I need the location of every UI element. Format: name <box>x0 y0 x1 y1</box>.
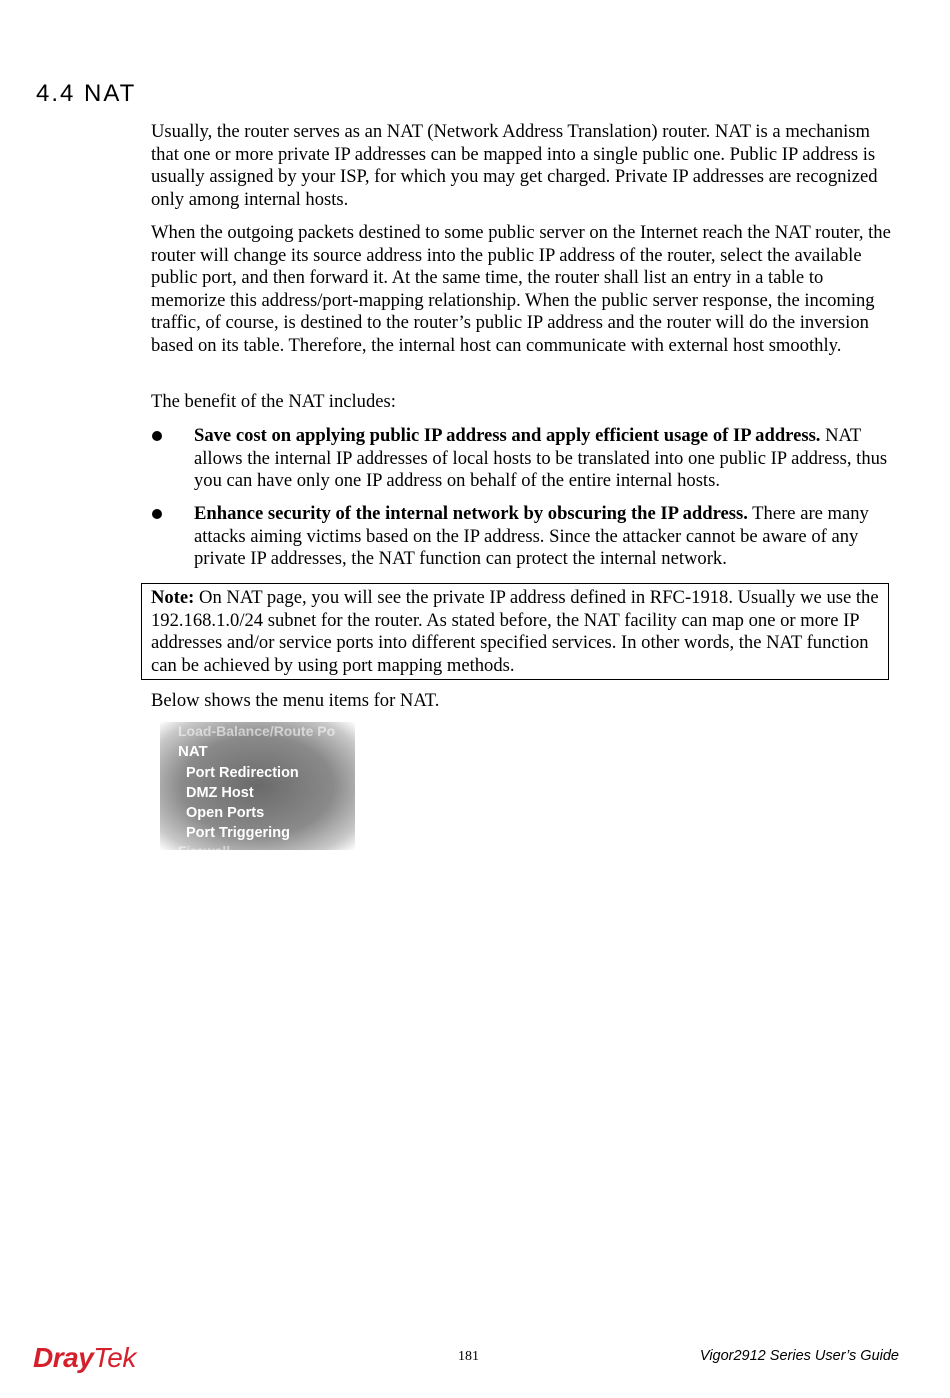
note-label: Note: <box>151 587 195 608</box>
bullet-icon <box>152 509 162 519</box>
benefit-item-security <box>151 503 899 571</box>
intro-paragraph: Usually, the router serves as an NAT (Network Address Translation) router. NAT is a mechanism that one or more private IP addresses can be mapped into a single public one. Public IP address is usually assigned by your ISP, for which you may get charged. Private IP addresses are recognized only among internal hosts. <box>151 121 878 210</box>
benefit-security-title: Enhance security of the internal network by obscuring the IP address. <box>194 503 748 524</box>
note-text: On NAT page, you will see the private IP address defined in RFC-1918. Usually we use the 192.168.1.0/24 subnet for the router. As stated before, the NAT facility can map one or more IP addresses and/or service ports into different specified services. In other words, the NAT function can be achieved by using port mapping methods. <box>151 587 879 676</box>
guide-title: Vigor2912 Series User’s Guide <box>699 1348 899 1364</box>
page-number: 181 <box>458 1349 479 1364</box>
menu-item-load-balance[interactable]: Load-Balance/Route Po <box>178 723 336 739</box>
section-heading: 4.4 NAT <box>36 80 137 107</box>
nat-menu-screenshot <box>160 722 355 859</box>
bullet-icon <box>152 431 162 441</box>
menu-item-port-triggering[interactable]: Port Triggering <box>186 825 290 841</box>
benefit-cost-title: Save cost on applying public IP address and apply efficient usage of IP address. <box>194 425 821 446</box>
outgoing-packets-paragraph: When the outgoing packets destined to some public server on the Internet reach the NAT router, the router will change its source address into the public IP address of the router, select the available public port, and then forward it. At the same time, the router shall list an entry in a table to memorize this address/port-mapping relationship. When the public server response, the incoming traffic, of course, is destined to the router’s public IP address and the router will do the inversion based on its table. Therefore, the internal host can communicate with external host smoothly. <box>151 222 891 356</box>
benefit-cost-text: NAT allows the internal IP addresses of local hosts to be translated into one public IP address, thus you can have only one IP address on behalf of the entire internal hosts. <box>194 425 888 492</box>
menu-item-dmz-host[interactable]: DMZ Host <box>186 785 254 801</box>
benefit-list <box>151 425 899 493</box>
menu-intro-paragraph: Below shows the menu items for NAT. <box>151 690 440 711</box>
benefits-intro: The benefit of the NAT includes: <box>151 391 396 412</box>
benefit-list-2 <box>151 503 899 571</box>
menu-item-open-ports[interactable]: Open Ports <box>186 805 265 821</box>
note-box <box>141 583 889 680</box>
menu-item-port-redirection[interactable]: Port Redirection <box>186 765 299 781</box>
benefit-item-cost <box>151 425 899 493</box>
menu-nat[interactable]: NAT <box>178 743 208 760</box>
benefit-security-text: There are many attacks aiming victims based on the IP address. Since the attacker cannot be aware of any private IP addresses, the NAT function can protect the internal network. <box>194 503 869 570</box>
draytek-logo: DrayTek <box>33 1342 136 1373</box>
menu-item-firewall[interactable]: Firewall <box>178 843 231 859</box>
